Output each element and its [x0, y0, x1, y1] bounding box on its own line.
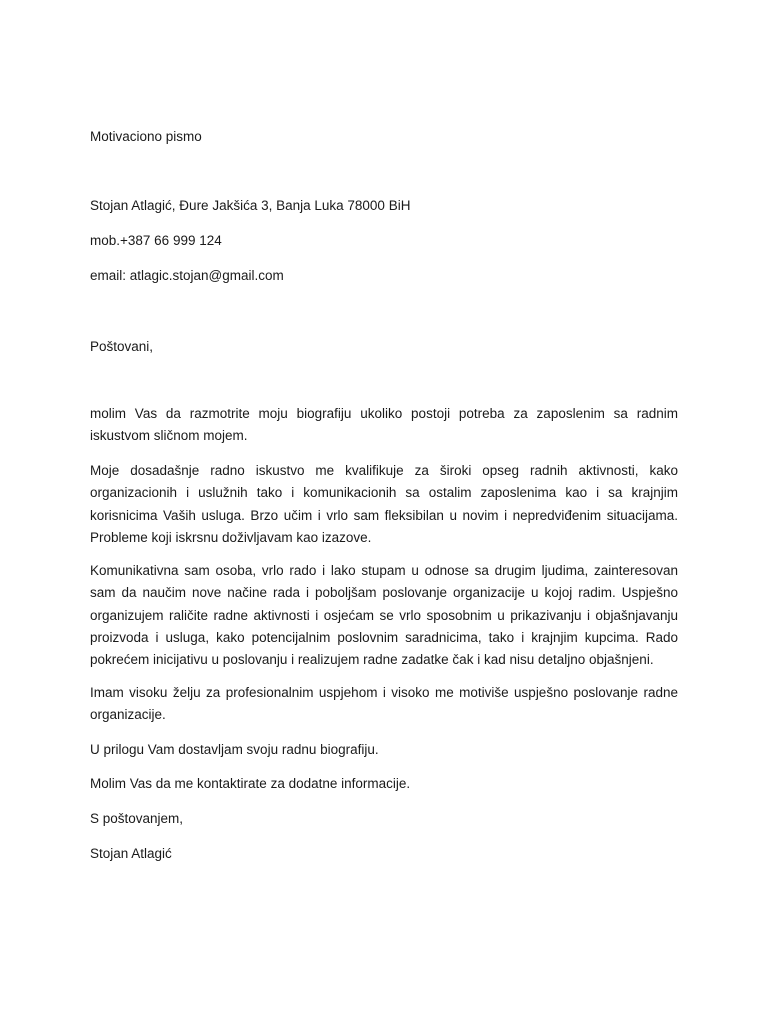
letter-page [90, 0, 678, 1024]
closing: S poštovanjem, [90, 811, 184, 826]
paragraph-1 [90, 403, 678, 448]
salutation: Poštovani, [90, 339, 154, 354]
sender-phone: mob.+387 66 999 124 [90, 233, 222, 248]
letter-title: Motivaciono pismo [90, 129, 202, 144]
paragraph-3-text: Komunikativna sam osoba, vrlo rado i lako stupam u odnose sa drugim ljudima, zainteresovan sam da naučim nove načine rada i poboljšam poslovanje organizacije u kojoj radim. Uspješno organizujem raličite radne aktivnosti i osjećam se vrlo sposobnim u prikazivanju i objašnjavanju proizvoda i usluga, kako potencijalnim poslovnim saradnicima, tako i krajnjim kupcima. Rado pokrećem inicijativu u poslovanju i realizujem radne zadatke čak i kad nisu detaljno objašnjeni. [90, 563, 678, 668]
sender-email: email: atlagic.stojan@gmail.com [90, 268, 284, 283]
sender-address: Stojan Atlagić, Đure Jakšića 3, Banja Luka 78000 BiH [90, 198, 411, 213]
paragraph-2 [90, 460, 678, 549]
paragraph-3 [90, 560, 678, 671]
signature: Stojan Atlagić [90, 846, 172, 861]
paragraph-6: Molim Vas da me kontaktirate za dodatne informacije. [90, 776, 411, 791]
paragraph-5: U prilogu Vam dostavljam svoju radnu biografiju. [90, 742, 379, 757]
paragraph-4-text: Imam visoku želju za profesionalnim uspjehom i visoko me motiviše uspješno poslovanje radne organizacije. [90, 685, 678, 723]
paragraph-1-text: molim Vas da razmotrite moju biografiju ukoliko postoji potreba za zaposlenim sa radnim iskustvom sličnom mojem. [90, 406, 678, 444]
paragraph-2-text: Moje dosadašnje radno iskustvo me kvalifikuje za široki opseg radnih aktivnosti, kako organizacionih i uslužnih tako i komunikacionih sa ostalim zaposlenima kao i sa krajnjim korisnicima Vaših usluga. Brzo učim i vrlo sam fleksibilan u novim i nepredviđenim situacijama. Probleme koji iskrsnu doživljavam kao izazove. [90, 463, 678, 545]
paragraph-4 [90, 682, 678, 727]
